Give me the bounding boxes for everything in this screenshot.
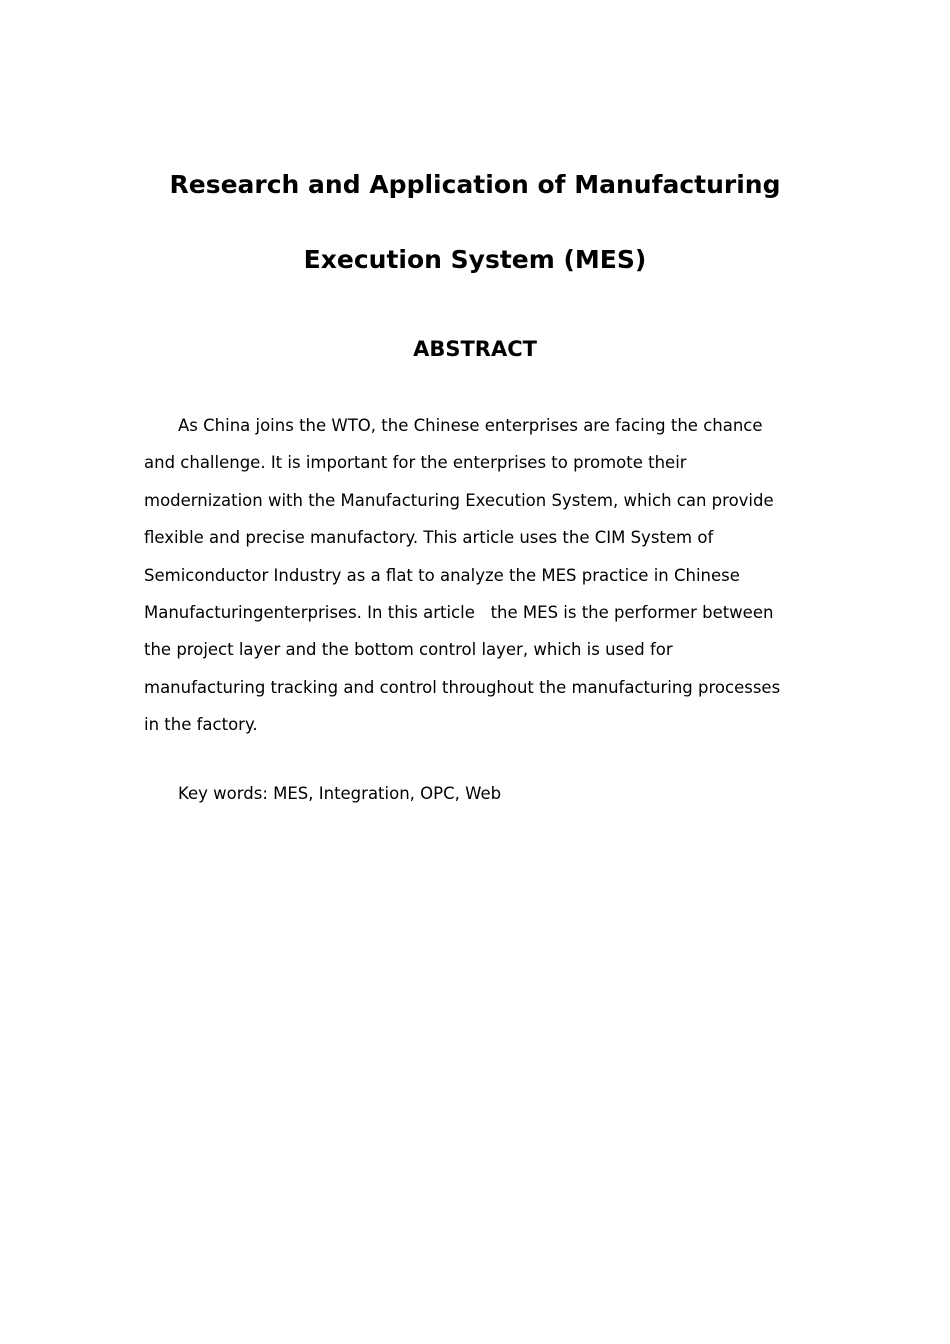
abstract-line: in the factory. <box>144 715 258 734</box>
abstract-heading: ABSTRACT <box>413 337 537 361</box>
paper-title-line-2: Execution System (MES) <box>303 245 647 274</box>
abstract-line: As China joins the WTO, the Chinese enterprises are facing the chance <box>178 416 763 435</box>
abstract-line: flexible and precise manufactory. This article uses the CIM System of <box>144 528 714 547</box>
abstract-line: the project layer and the bottom control layer, which is used for <box>144 640 673 659</box>
abstract-line: modernization with the Manufacturing Execution System, which can provide <box>144 491 774 510</box>
paper-title-line-1: Research and Application of Manufacturing <box>169 170 781 199</box>
keywords-line: Key words: MES, Integration, OPC, Web <box>178 784 502 803</box>
abstract-line: Manufacturingenterprises. In this article the MES is the performer between <box>144 603 774 622</box>
abstract-line: Semiconductor Industry as a flat to analyze the MES practice in Chinese <box>144 566 740 585</box>
abstract-line: and challenge. It is important for the enterprises to promote their <box>144 453 687 472</box>
abstract-line: manufacturing tracking and control throughout the manufacturing processes <box>144 678 781 697</box>
